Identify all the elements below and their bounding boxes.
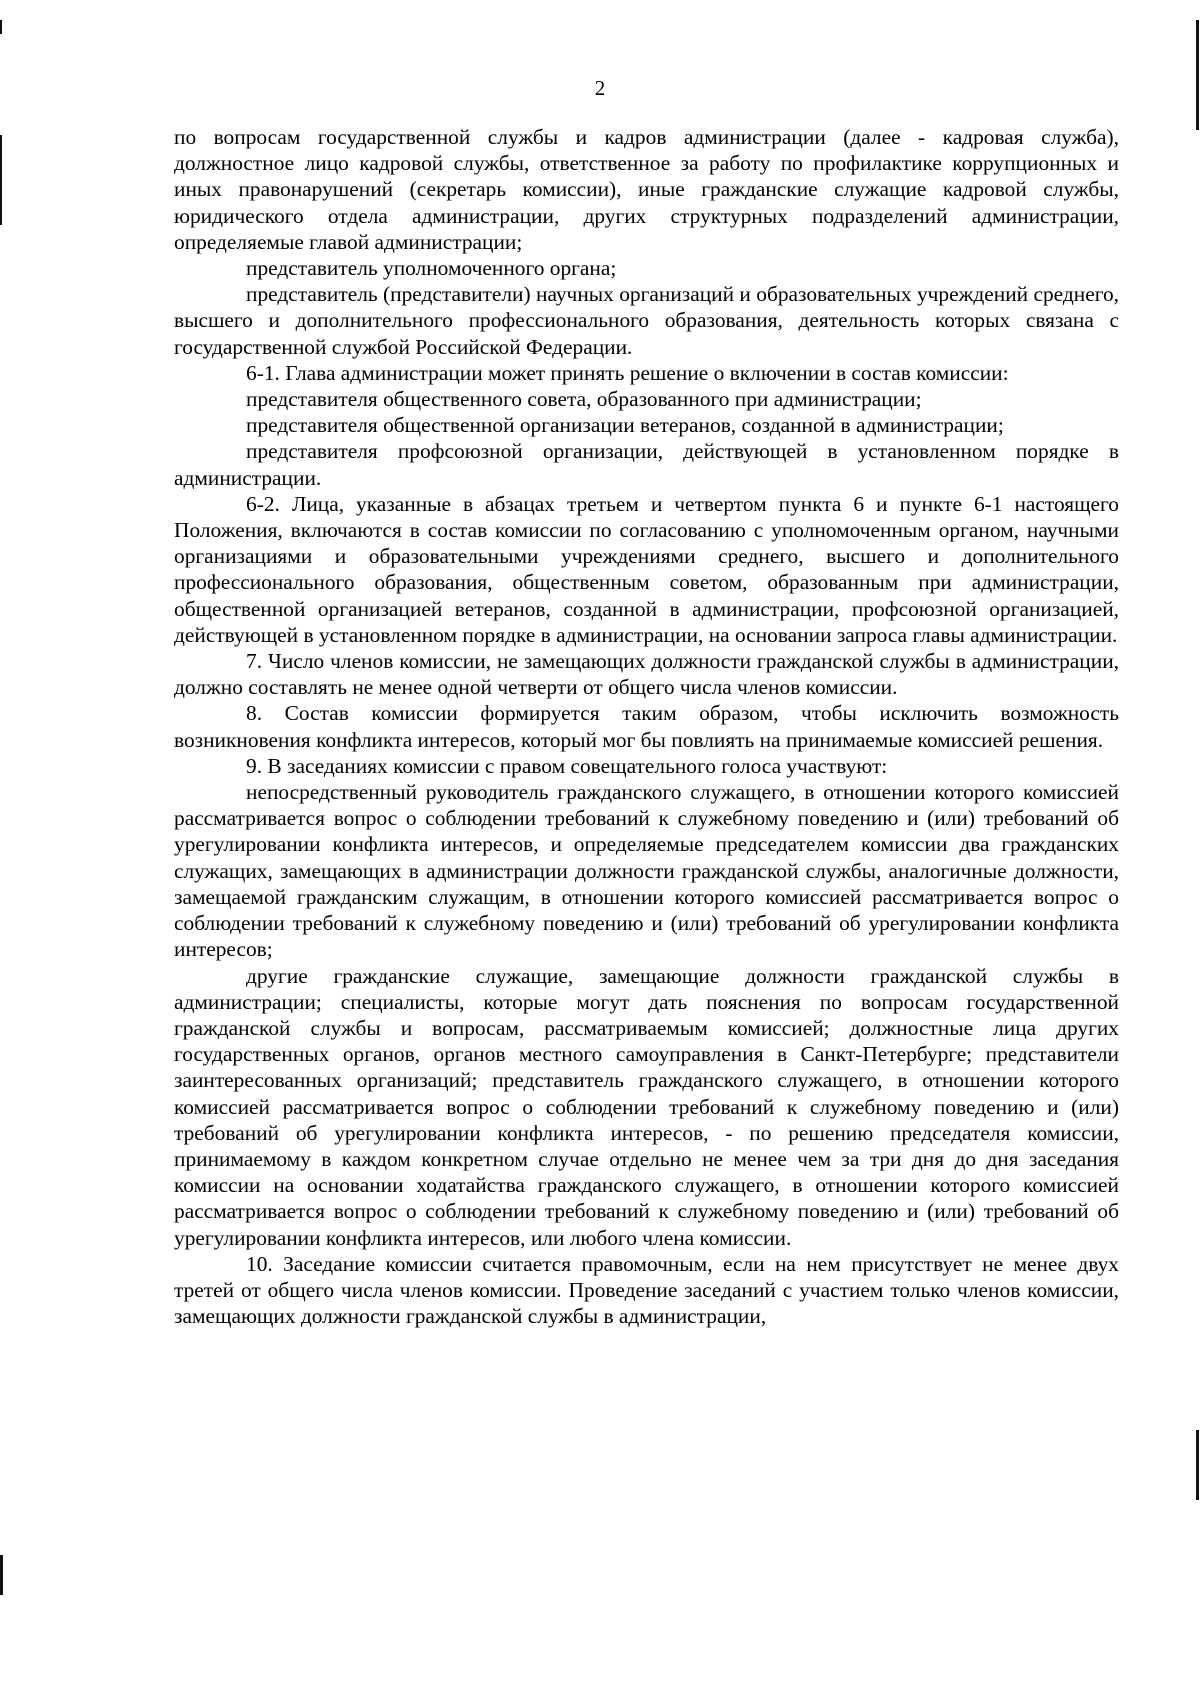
paragraph-clause-9: 9. В заседаниях комиссии с правом совещательного голоса участвуют: xyxy=(246,753,888,778)
paragraph-other-participants: другие гражданские служащие, замещающие должности гражданской службы в администрации; специалисты, которые могут дать пояснения по вопросам государственной гражданской службы и вопросам, рассматриваемым комиссией; должностные лица других государственных органов, органов местного самоуправления в Санкт-Петербурге; представители заинтересованных организаций; представитель гражданского служащего, в отношении которого комиссией рассматривается вопрос о соблюдении требований к служебному поведению и (или) требований об урегулировании конфликта интересов, - по решению председателя комиссии, принимаемому в каждом конкретном случае отдельно не менее чем за три дня до дня заседания комиссии на основании ходатайства гражданского служащего, в отношении которого комиссией рассматривается вопрос о соблюдении требований к служебному поведению и (или) требований об урегулировании конфликта интересов, или любого члена комиссии. xyxy=(174,963,1119,1250)
paragraph-direct-supervisor: непосредственный руководитель гражданского служащего, в отношении которого комиссией рассматривается вопрос о соблюдении требований к служебному поведению и (или) требований об урегулировании конфликта интересов, и определяемые председателем комиссии два гражданских служащих, замещающих в администрации должности гражданской службы, аналогичные должности, замещаемой гражданским служащим, в отношении которого комиссией рассматривается вопрос о соблюдении требований к служебному поведению и (или) требований об урегулировании конфликта интересов; xyxy=(174,780,1119,962)
paragraph-public-council-representative: представителя общественного совета, образованного при администрации; xyxy=(246,387,922,412)
scan-edge-mark xyxy=(1196,1430,1199,1500)
page-number: 2 xyxy=(594,76,606,100)
paragraph-veterans-organization-representative: представителя общественной организации ветеранов, созданной в администрации; xyxy=(246,413,1004,438)
paragraph-clause-7: 7. Число членов комиссии, не замещающих должности гражданской службы в администрации, должно составлять не менее одной четверти от общего числа членов комиссии. xyxy=(174,649,1119,700)
paragraph-continuation: по вопросам государственной службы и кадров администрации (далее - кадровая служба), должностное лицо кадровой службы, ответственное за работу по профилактике коррупционных и иных правонарушений (секретарь комиссии), иные гражданские служащие кадровой службы, юридического отдела администрации, других структурных подразделений администрации, определяемые главой администрации; xyxy=(174,125,1119,254)
paragraph-clause-8: 8. Состав комиссии формируется таким образом, чтобы исключить возможность возникновения конфликта интересов, который мог бы повлиять на принимаемые комиссией решения. xyxy=(174,701,1119,752)
scan-edge-mark xyxy=(1196,20,1199,130)
paragraph-scientific-organizations-representative: представитель (представители) научных организаций и образовательных учреждений среднего, высшего и дополнительного профессионального образования, деятельность которых связана с государственной службой Российской Федерации. xyxy=(174,282,1119,359)
paragraph-authorized-body-representative: представитель уполномоченного органа; xyxy=(246,256,617,281)
paragraph-clause-6-2: 6-2. Лица, указанные в абзацах третьем и четвертом пункта 6 и пункте 6-1 настоящего Положения, включаются в состав комиссии по согласованию с уполномоченным органом, научными организациями и образовательными учреждениями среднего, высшего и дополнительного профессионального образования, общественным советом, образованным при администрации, общественной организацией ветеранов, созданной в администрации, профсоюзной организацией, действующей в установленном порядке в администрации, на основании запроса главы администрации. xyxy=(174,491,1119,647)
scan-edge-mark xyxy=(0,20,2,34)
scan-edge-mark xyxy=(0,1555,3,1595)
paragraph-clause-6-1: 6-1. Глава администрации может принять решение о включении в состав комиссии: xyxy=(246,360,1009,385)
paragraph-trade-union-representative: представителя профсоюзной организации, действующей в установленном порядке в администрации. xyxy=(174,439,1119,490)
paragraph-clause-10: 10. Заседание комиссии считается правомочным, если на нем присутствует не менее двух третей от общего числа членов комиссии. Проведение заседаний с участием только членов комиссии, замещающих должности гражданской службы в администрации, xyxy=(174,1251,1119,1329)
scan-edge-mark xyxy=(0,135,2,225)
document-body xyxy=(174,124,1119,1329)
